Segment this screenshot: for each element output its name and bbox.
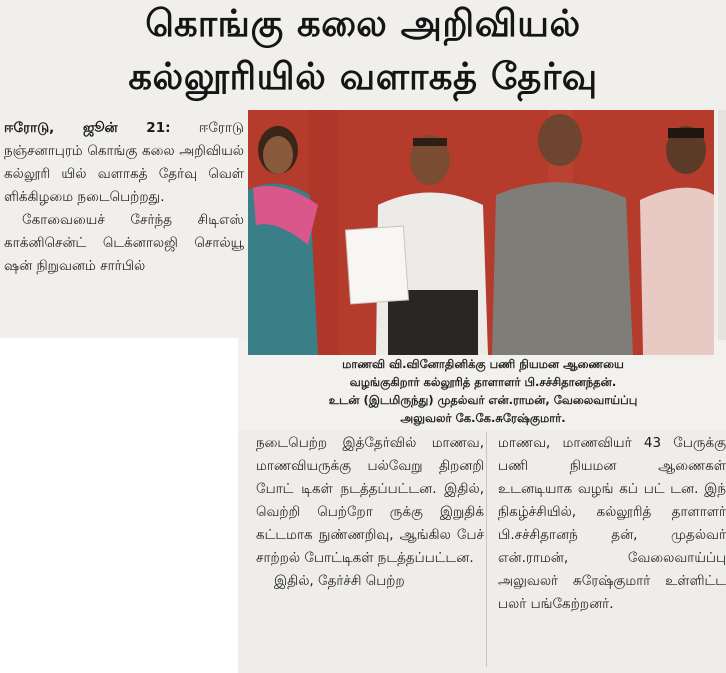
photo-illustration — [248, 110, 714, 355]
body-paragraph-2: இதில், தேர்ச்சி பெற்ற — [274, 573, 405, 589]
caption-line-1: மாணவி வி.வினோதினிக்கு பணி நியமன ஆணையை — [342, 357, 624, 371]
headline-line-2: கல்லூரியில் வளாகத் தேர்வு — [128, 55, 598, 98]
photo-caption — [250, 355, 716, 427]
certificate-paper — [345, 226, 408, 304]
caption-line-4: அலுவலர் கே.கே.சுரேஷ்குமார். — [400, 411, 566, 425]
caption-line-3: உடன் (இடமிருந்து) முதல்வர் என்.ராமன், வேலைவாய்ப்பு — [328, 393, 638, 407]
dateline: ஈரோடு, ஜூன் 21: — [4, 120, 171, 136]
blank-margin — [0, 338, 238, 673]
body-paragraph-1: நடைபெற்ற இத்தேர்வில் மாணவ, மாணவியருக்கு பல்வேறு திறனறி போட் டிகள் நடத்தப்பட்டன. இதில், வெற்றி பெற்றோ ருக்கு இறுதிக் கட்டமாக நுண்ணறிவு, ஆங்கில பேச் சாற்றல் போட்டிகள் நடத்தப்பட்டன. — [256, 435, 484, 566]
column-divider — [486, 432, 487, 667]
news-photo — [248, 110, 714, 355]
intro-paragraph-2: கோவையைச் சேர்ந்த சிடிஎஸ் காக்னிசென்ட் டெக்னாலஜி சொல்யூ ஷன் நிறுவனம் சார்பில் — [4, 212, 244, 274]
intro-paragraph-1 — [4, 117, 244, 209]
body-column-right — [498, 432, 726, 616]
headline-line-1: கொங்கு கலை அறிவியல் — [145, 2, 581, 45]
body-column-middle — [256, 432, 484, 593]
intro-paragraph-1-text: ஈரோடு நஞ்சனாபுரம் கொங்கு கலை அறிவியல் கல்லூரி யில் வளாகத் தேர்வு வெள் ளிக்கிழமை நடைபெற்றது. — [4, 120, 244, 205]
caption-line-2: வழங்குகிறார் கல்லூரித் தாளாளர் பி.சச்சிதானந்தன். — [349, 375, 617, 389]
body-paragraph-3: மாணவ, மாணவியர் 43 பேருக்கு பணி நியமன ஆணைகள் உடனடியாக வழங் கப் பட் டன. இந் நிகழ்ச்சியில், கல்லூரித் தாளாளர் பி.சச்சிதானந் தன், முதல்வர் என்.ராமன், வேலைவாய்ப்பு அலுவலர் சுரேஷ்குமார் உள்ளிட்ட பலர் பங்கேற்றனர். — [498, 435, 726, 612]
page-edge — [718, 110, 726, 340]
intro-column — [4, 117, 244, 278]
